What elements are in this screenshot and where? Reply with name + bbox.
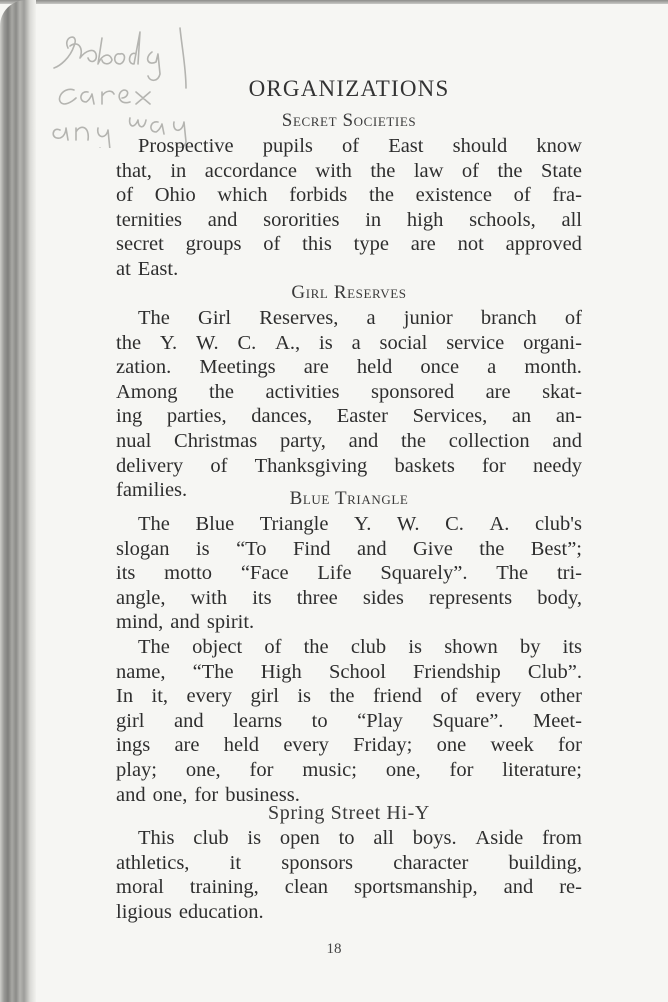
text-line [116,586,582,611]
word: the [116,331,142,354]
text-line [116,183,582,208]
word: baskets [394,454,455,477]
word: know [536,135,582,157]
text-line [116,758,582,783]
word: Girl [198,307,232,329]
word: with [190,586,228,609]
word: Easter [336,405,388,428]
word: its [252,586,272,609]
word: ings [116,734,151,757]
word: Club”. [527,660,582,683]
section-girl-reserves [116,280,582,503]
word: represents [428,586,513,609]
text-line [116,454,582,479]
page-top-edge [0,0,668,4]
word: of [564,307,582,329]
word: open [279,827,320,849]
word: the [208,380,235,403]
word: is [195,537,210,560]
word: The [138,307,170,329]
word: and [356,537,387,560]
text-line [116,660,582,685]
word: Squarely”. [380,562,468,585]
word: of [342,135,360,157]
word: sororities [263,208,340,231]
word: boys. [412,827,457,849]
word: schools, [469,208,536,231]
word: in [365,208,382,231]
word: Y. [354,513,372,535]
word: is [319,331,333,354]
word: girl [250,685,279,708]
word: all [561,208,582,231]
word: A. [489,513,510,535]
word: for [481,454,506,477]
text-line [116,512,582,537]
word: and [503,876,534,899]
word: to [311,709,328,732]
section-blue-triangle [116,486,582,807]
word: is [408,635,423,658]
word: fra- [552,184,582,207]
word: branch [480,307,537,329]
word: is [297,685,312,708]
word: club [350,635,387,658]
word: Friendship [413,660,501,683]
word: this [302,233,332,256]
word: other [539,685,582,708]
word: party, [279,429,326,452]
book-spine-edge [0,0,36,1002]
word: three [296,586,338,609]
word: and [552,429,582,452]
word: learns [233,709,283,732]
text-line [116,257,582,282]
word: for [449,758,474,781]
word: business. [225,783,300,806]
word: of [440,685,458,708]
word: Thanksgiving [254,454,368,477]
word: C. [237,331,257,354]
word: forbids [289,184,348,207]
text-line [116,208,582,233]
word: every [283,734,329,757]
text-line [116,355,582,380]
word: that, [116,159,152,182]
text-line [116,635,582,660]
word: Meetings [199,356,276,379]
word: at [116,257,131,280]
word: is [247,827,262,849]
text-line [116,900,582,925]
word: for [249,758,274,781]
word: parties, [166,405,227,428]
text-line [116,875,582,900]
word: once [420,356,460,379]
word: collection [448,429,530,452]
word: the [497,159,523,182]
text-line [116,610,582,635]
word: one, [185,758,221,781]
word: Friday; [353,734,413,757]
word: one, [385,758,421,781]
word: all [373,827,394,849]
word: tri- [556,562,582,585]
section-spring-street-hi-y [116,800,582,924]
word: play; [116,758,157,781]
word: education. [178,900,264,923]
word: law [413,159,444,182]
word: one [436,734,467,757]
word: a [351,331,361,354]
word: its [116,562,136,585]
word: “The [192,660,234,683]
text-line [116,561,582,586]
word: of [210,454,228,477]
word: spirit. [206,611,255,634]
word: girl [116,709,145,732]
word: an- [555,405,582,428]
word: pupils [262,135,313,157]
text-line [116,404,582,429]
word: dances, [251,405,313,428]
word: In [116,685,134,708]
word: one, [152,783,188,806]
word: the [479,537,505,560]
word: athletics, [116,851,190,874]
word: sportsmanship, [354,876,478,899]
text-line [116,826,582,851]
text-line [116,851,582,876]
text-line [116,159,582,184]
word: it [229,851,242,874]
word: which [217,184,268,207]
word: and [207,208,238,231]
word: training, [189,876,259,899]
word: needy [533,454,582,477]
text-line [116,232,582,257]
word: object [192,635,243,658]
word: Triangle [259,513,329,535]
word: the [400,429,427,452]
word: State [540,159,582,182]
word: body, [537,586,582,609]
word: sponsored [370,380,455,403]
word: slogan [116,537,170,560]
word: clean [284,876,328,899]
word: a [366,307,376,329]
word: the [368,184,394,207]
word: Among [116,380,178,403]
word: of [513,184,531,207]
word: Services, [412,405,488,428]
section-secret-societies [116,108,582,282]
text-line [116,709,582,734]
word: its [562,635,582,658]
word: Meet- [532,709,582,732]
word: high [406,208,444,231]
word: families. [116,479,188,502]
word: existence [415,184,492,207]
word: Ohio [154,184,196,207]
word: for [194,783,219,806]
word: the [329,685,355,708]
word: month. [524,356,582,379]
text-line [116,684,582,709]
page-number: 18 [326,941,342,957]
paragraph [116,134,582,282]
section-heading: Spring Street Hi-Y [268,802,430,824]
word: the [370,159,396,182]
word: organi- [523,331,582,354]
word: of [264,635,282,658]
word: club [193,827,229,849]
word: Give [413,537,453,560]
word: This [138,827,175,849]
word: “To [236,537,267,560]
word: are [410,233,436,256]
word: High [260,660,302,683]
word: Square”. [432,709,504,732]
word: friend [372,685,422,708]
word: The [138,513,170,535]
paragraph [116,635,582,807]
word: are [303,356,329,379]
word: social [379,331,428,354]
text-line [116,306,582,331]
word: shown [444,635,498,658]
word: accordance [204,159,297,182]
word: Reserves, [259,307,339,329]
word: Blue [195,513,235,535]
word: literature; [502,758,582,781]
word: and [116,783,146,806]
word: and [348,429,379,452]
word: ligious [116,900,172,923]
word: East. [137,257,179,280]
section-heading: Secret Societies [281,110,417,131]
text-line [116,537,582,562]
word: and [170,611,200,634]
word: from [542,827,582,849]
word: name, [116,660,166,683]
paragraph [116,512,582,635]
word: Find [292,537,331,560]
word: delivery [116,454,184,477]
word: A., [275,331,301,354]
word: ing [116,405,143,428]
section-heading: Blue Triangle [289,488,409,509]
word: activities [265,380,340,403]
page-title: ORGANIZATIONS [248,76,450,101]
word: W. [396,513,420,535]
word: building, [508,851,582,874]
word: “Play [357,709,403,732]
text-line [116,134,582,159]
word: of [116,184,134,207]
word: not [457,233,484,256]
word: held [223,734,260,757]
word: Christmas [174,429,258,452]
word: ternities [116,208,183,231]
word: Aside [475,827,524,849]
word: zation. [116,356,172,379]
word: nual [116,429,152,452]
word: a [487,356,497,379]
word: it, [151,685,169,708]
text-line [116,733,582,758]
word: The [496,562,529,585]
paragraph [116,306,582,503]
word: secret [116,233,164,256]
word: C. [445,513,464,535]
word: Best”; [530,537,582,560]
word: Prospective [138,135,234,157]
word: week [490,734,534,757]
word: the [303,635,329,658]
word: of [461,159,479,182]
word: in [170,159,187,182]
word: club's [535,513,582,535]
word: every [475,685,522,708]
word: to [338,827,355,849]
text-line [116,331,582,356]
word: motto [164,562,213,585]
word: for [558,734,582,757]
word: are [485,380,511,403]
word: with [315,159,352,182]
word: sponsors [281,851,354,874]
text-line [116,380,582,405]
word: and [174,709,204,732]
word: junior [403,307,453,329]
text-line [116,429,582,454]
word: an [511,405,532,428]
section-heading: Girl Reserves [291,282,407,303]
word: Y. [159,331,178,354]
word: every [186,685,233,708]
word: The [138,635,170,658]
word: service [446,331,505,354]
word: type [353,233,389,256]
word: East [388,135,424,157]
word: mind, [116,611,164,634]
word: “Face [240,562,289,585]
word: are [174,734,200,757]
word: Life [317,562,352,585]
word: should [452,135,508,157]
word: held [356,356,393,379]
word: approved [505,233,582,256]
word: groups [185,233,242,256]
word: skat- [542,380,582,403]
word: re- [559,876,582,899]
word: moral [116,876,164,899]
word: by [519,635,541,658]
word: character [393,851,469,874]
word: of [263,233,281,256]
word: sides [362,586,404,609]
word: angle, [116,586,166,609]
word: W. [196,331,219,354]
word: music; [302,758,357,781]
paragraph [116,826,582,924]
word: School [328,660,386,683]
